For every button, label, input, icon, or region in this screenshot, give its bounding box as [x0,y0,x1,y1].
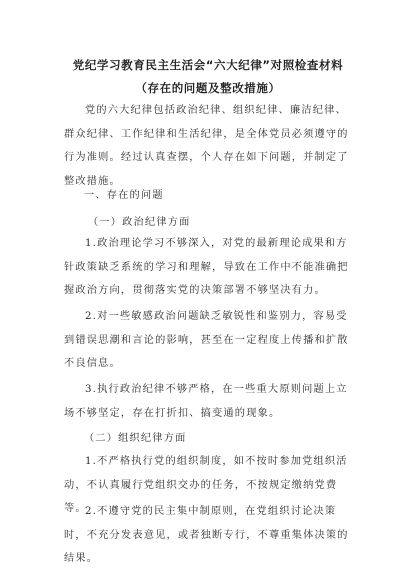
list-item: 2.对一些敏感政治问题缺乏敏锐性和鉴别力，容易受到错误思潮和言论的影响，甚至在一定程度上传播和扩散不良信息。 [64,311,349,369]
list-item: 1.政治理论学习不够深入，对党的最新理论成果和方针政策缺乏系统的学习和理解，导致在工作中不能准确把握政治方向，贯彻落实党的决策部署不够坚决有力。 [64,238,349,296]
subsection-heading-political-discipline: （一）政治纪律方面 [88,217,191,228]
list-item: 1.不严格执行党的组织制度，如不按时参加党组织活动，不认真履行党组织交办的任务，不按规定缴纳党费等。 [64,456,348,514]
list-item: 3.执行政治纪律不够严格，在一些重大原则问题上立场不够坚定，存在打折扣、搞变通的现象。 [64,384,348,419]
section-heading-problems: 一、存在的问题 [84,190,164,201]
intro-paragraph: 党的六大纪律包括政治纪律、组织纪律、廉洁纪律、群众纪律、工作纪律和生活纪律，是全体党员必须遵守的行为准则。经过认真查摆，个人存在如下问题，并制定了整改措施。 [64,105,349,187]
subsection-heading-organizational-discipline: （二）组织纪律方面 [84,433,187,444]
list-item: 2.不遵守党的民主集中制原则，在党组织讨论决策时，不充分发表意见，或者独断专行，不尊重集体决策的结果。 [64,506,349,564]
document-title: 党纪学习教育民主生活会“六大纪律”对照检查材料（存在的问题及整改措施） [72,58,344,95]
